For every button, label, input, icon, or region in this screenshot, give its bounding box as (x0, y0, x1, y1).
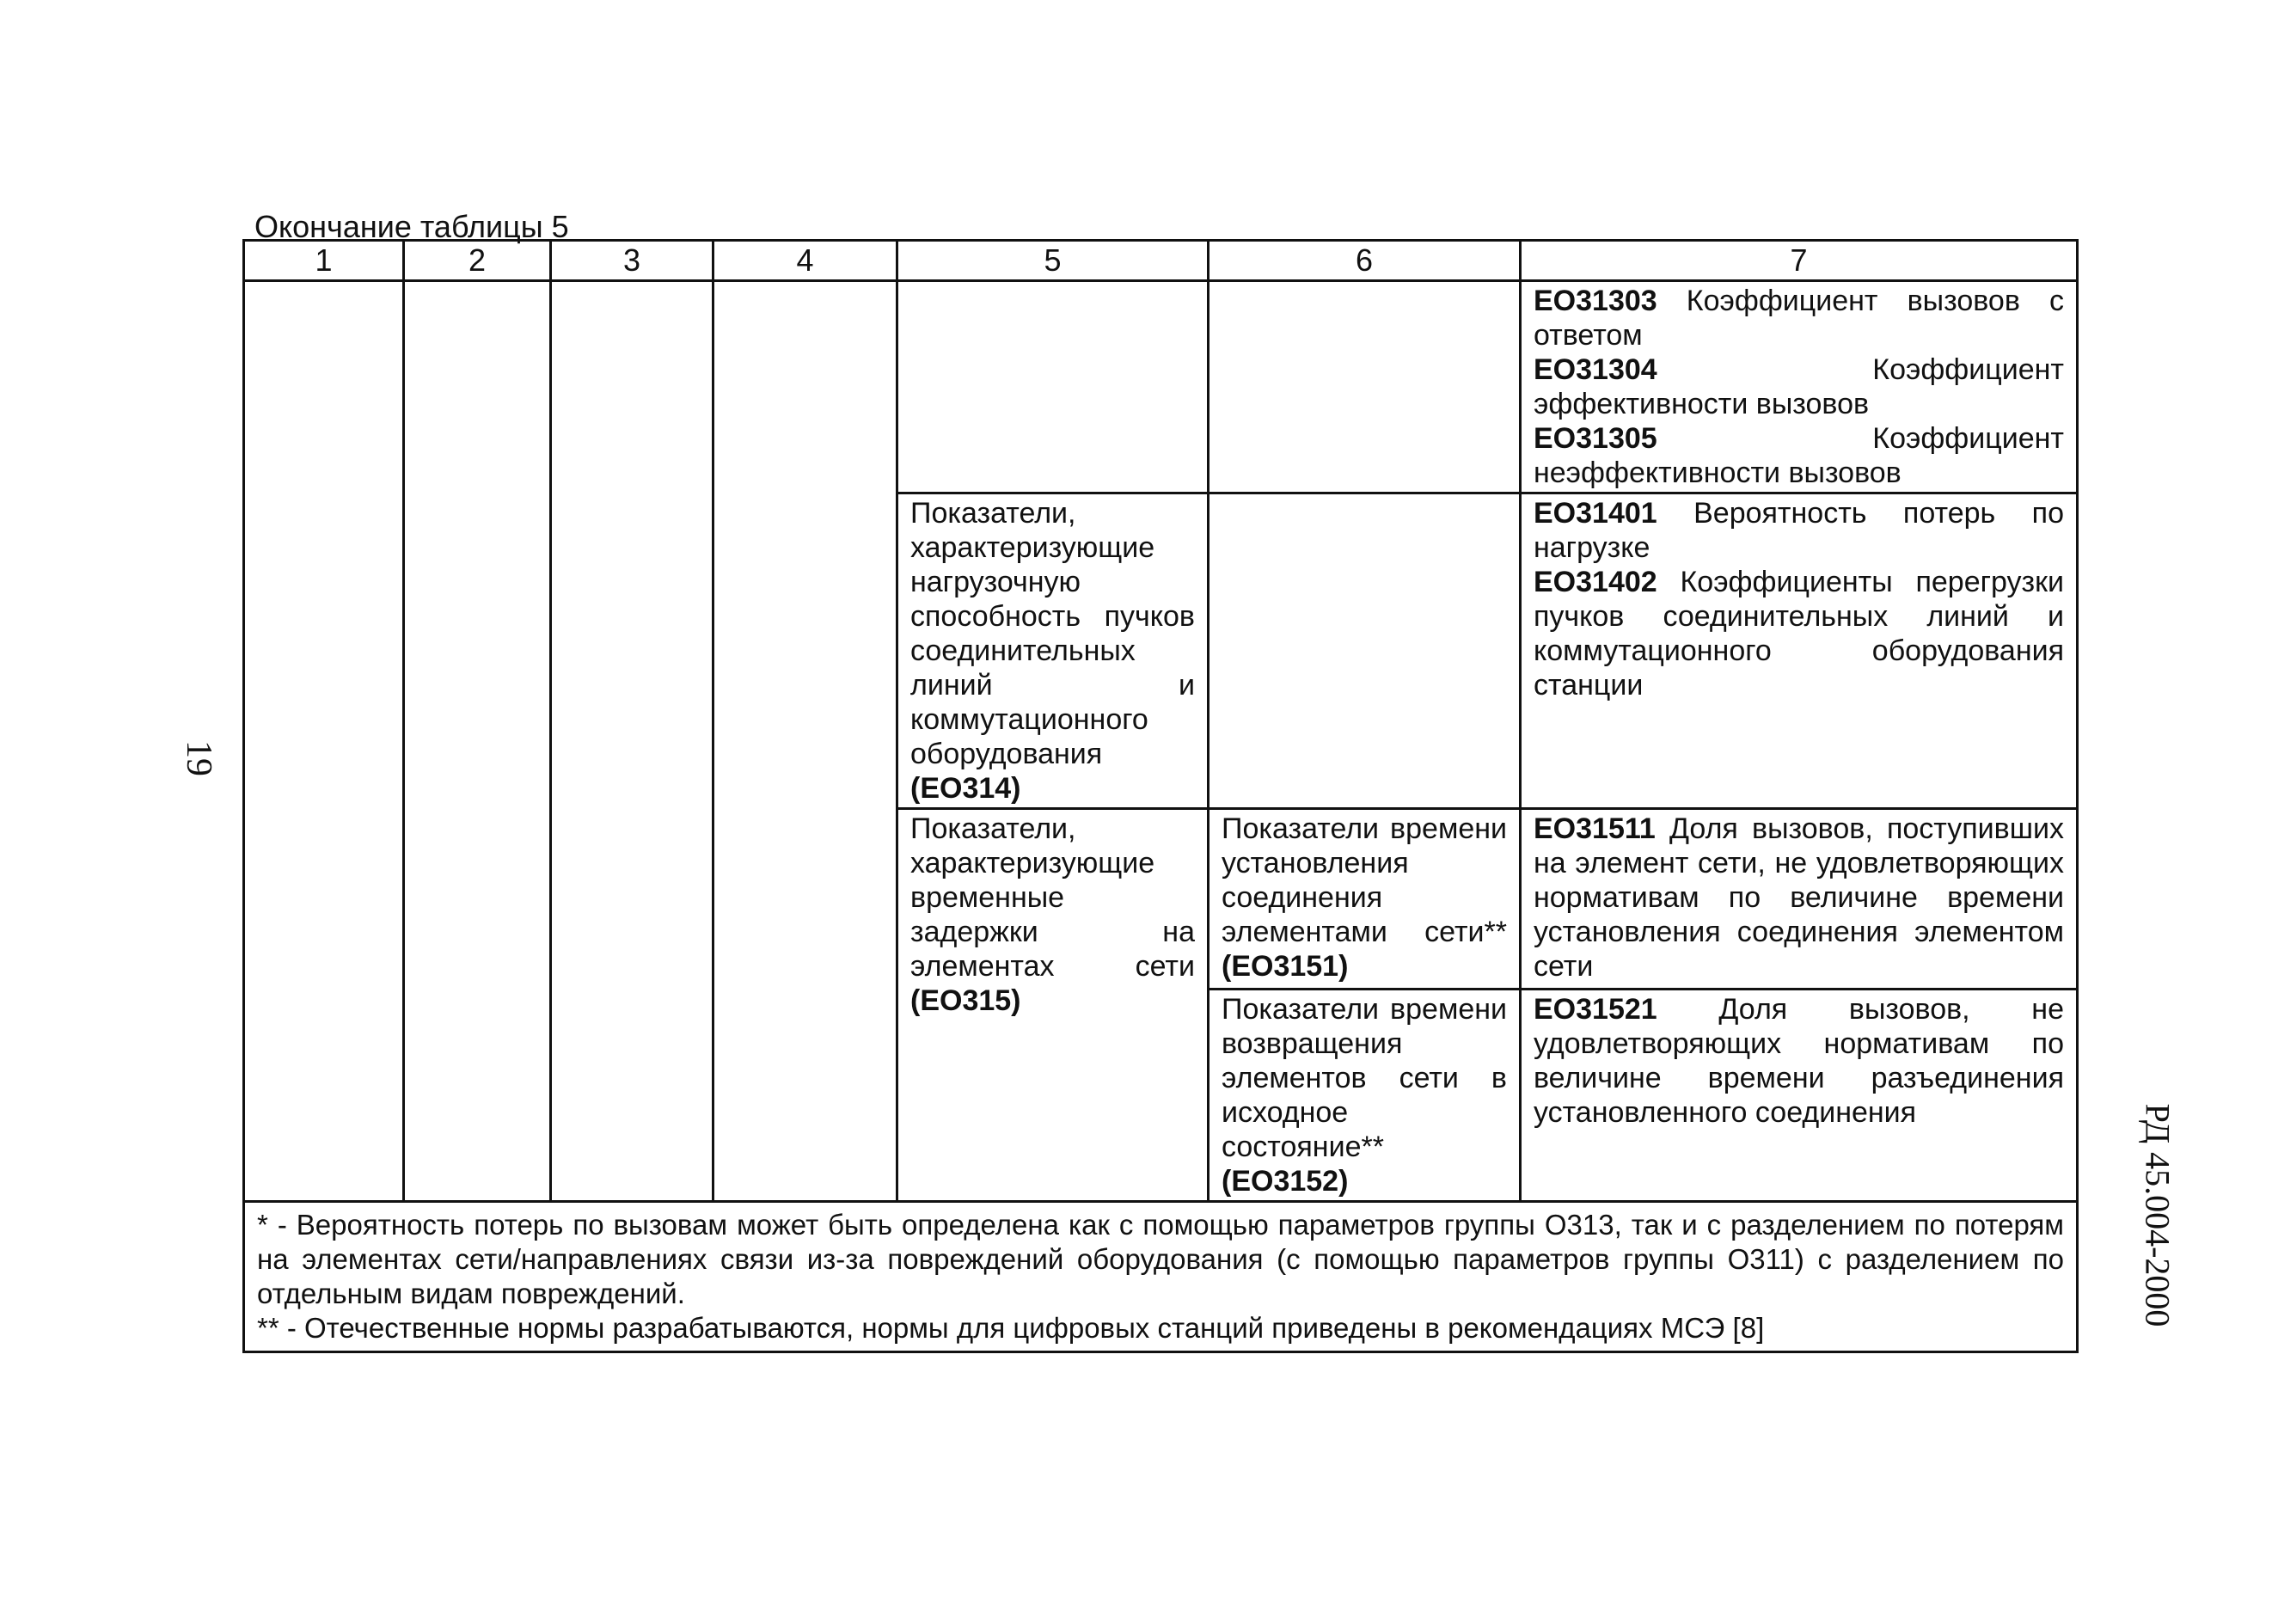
parameter-code: ЕО31401 (1534, 497, 1657, 530)
indicator-group-text: Показатели, характеризующие нагрузочную способность пучков соединительных линий и коммутационного оборудования (910, 497, 1195, 770)
table-header-row (244, 241, 2078, 281)
parameters-cell (1521, 281, 2078, 493)
column-header-4: 4 (713, 241, 897, 281)
parameter-code: ЕО31402 (1534, 566, 1657, 598)
col6-cell-empty (1209, 281, 1521, 493)
table-row (244, 281, 2078, 493)
document-id: РД 45.004-2000 (2138, 1103, 2177, 1327)
parameter-entry (1534, 812, 2064, 984)
footnotes-row (244, 1202, 2078, 1352)
parameter-code: ЕО31511 (1534, 812, 1656, 845)
parameter-code: ЕО31305 (1534, 422, 1657, 455)
column-header-6: 6 (1209, 241, 1521, 281)
page-number: 19 (179, 740, 218, 776)
indicator-group-cell (897, 493, 1209, 809)
parameter-text: Доля вызовов, не удовлетворяющих нормативам по величине времени разъединения установленного соединения (1534, 993, 2064, 1129)
parameter-text: Коэффициент вызовов с ответом (1534, 285, 2064, 352)
indicator-subgroup-code: (ЕО3151) (1222, 950, 1349, 983)
footnote-1: * - Вероятность потерь по вызовам может быть определена как с помощью параметров группы О313, так и с разделением по потерям на элементах сети/направлениях связи из-за повреждений оборудования (с помощью параметров группы О311) с разделением по отдельным видам повреждений. (257, 1209, 2064, 1309)
indicator-group-code: (ЕО314) (910, 772, 1021, 805)
parameters-cell (1521, 493, 2078, 809)
indicator-group-code: (ЕО315) (910, 984, 1021, 1017)
column-header-1: 1 (244, 241, 404, 281)
parameter-code: ЕО31303 (1534, 285, 1657, 317)
table-caption: Окончание таблицы 5 (254, 209, 569, 244)
column-header-3: 3 (551, 241, 713, 281)
parameter-text: Коэффициент эффективности вызовов (1534, 353, 2064, 420)
indicator-subgroup-text: Показатели времени возвращения элементов сети в исходное состояние** (1222, 993, 1507, 1163)
parameter-code: ЕО31521 (1534, 993, 1657, 1026)
col3-cell (551, 281, 713, 1202)
col6-cell-empty (1209, 493, 1521, 809)
parameter-entry (1534, 992, 2064, 1130)
col2-cell (404, 281, 551, 1202)
indicator-subgroup-code: (ЕО3152) (1222, 1165, 1349, 1198)
column-header-7: 7 (1521, 241, 2078, 281)
parameter-text: Вероятность потерь по нагрузке (1534, 497, 2064, 564)
norms-table (242, 239, 2079, 1353)
parameter-code: ЕО31304 (1534, 353, 1657, 386)
parameter-entry (1534, 496, 2064, 565)
indicator-group-cell (897, 809, 1209, 1202)
indicator-subgroup-text: Показатели времени установления соединения элементами сети** (1222, 812, 1507, 948)
footnotes-cell (244, 1202, 2078, 1352)
parameter-text: Коэффициенты перегрузки пучков соединительных линий и коммутационного оборудования станции (1534, 566, 2064, 702)
parameters-cell (1521, 809, 2078, 990)
parameter-text: Доля вызовов, поступивших на элемент сети, не удовлетворяющих нормативам по величине времени установления соединения элементом сети (1534, 812, 2064, 983)
col5-cell-empty (897, 281, 1209, 493)
indicator-subgroup-cell (1209, 990, 1521, 1202)
parameter-entry (1534, 421, 2064, 490)
parameter-entry (1534, 352, 2064, 421)
parameters-cell (1521, 990, 2078, 1202)
parameter-text: Коэффициент неэффективности вызовов (1534, 422, 2064, 489)
col4-cell (713, 281, 897, 1202)
parameter-entry (1534, 284, 2064, 352)
col1-cell (244, 281, 404, 1202)
indicator-subgroup-cell (1209, 809, 1521, 990)
parameter-entry (1534, 565, 2064, 702)
footnote-2: ** - Отечественные нормы разрабатываются, нормы для цифровых станций приведены в рекомендациях МСЭ [8] (257, 1312, 1765, 1344)
column-header-2: 2 (404, 241, 551, 281)
column-header-5: 5 (897, 241, 1209, 281)
indicator-group-text: Показатели, характеризующие временные задержки на элементах сети (910, 812, 1195, 983)
